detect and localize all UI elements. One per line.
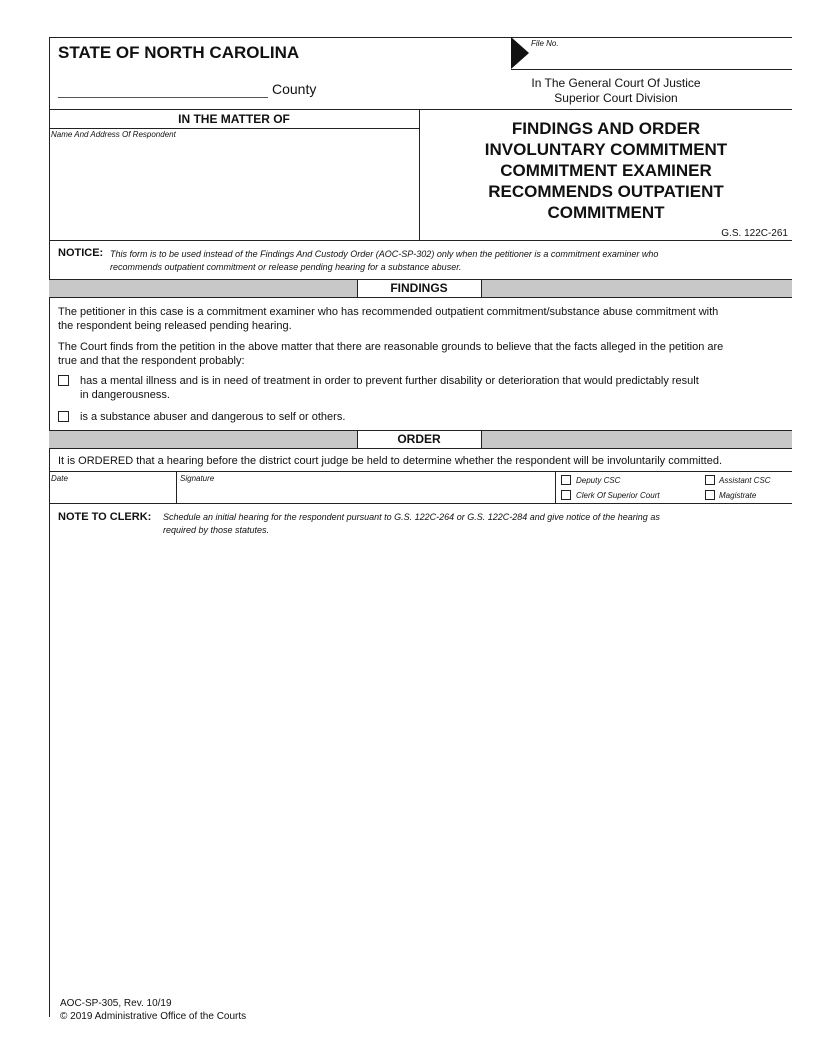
assistant-csc-label: Assistant CSC xyxy=(719,476,771,485)
findings-bar-bottom xyxy=(49,297,792,298)
findings-bar-right xyxy=(481,279,792,297)
signature-divider xyxy=(555,471,556,503)
form-left-border xyxy=(49,37,50,1017)
option2-text: is a substance abuser and dangerous to self or others. xyxy=(80,411,346,423)
deputy-csc-label: Deputy CSC xyxy=(576,476,621,485)
signature-label: Signature xyxy=(180,474,215,483)
option1-line2: in dangerousness. xyxy=(80,389,170,401)
title-line-1: FINDINGS AND ORDER xyxy=(511,119,701,138)
order-bar-left xyxy=(49,430,357,448)
statute-reference: G.S. 122C-261 xyxy=(721,228,788,239)
signature-row-top xyxy=(49,471,792,472)
clerk-label: Clerk Of Superior Court xyxy=(576,491,660,500)
respondent-field[interactable] xyxy=(52,142,416,237)
date-label: Date xyxy=(51,474,68,483)
court-name xyxy=(511,76,721,106)
notice-line1: This form is to be used instead of the Findings And Custody Order (AOC-SP-302) only when the petitioner is a commitment examiner who xyxy=(110,249,659,259)
order-bar-top xyxy=(49,430,792,431)
note-line1: Schedule an initial hearing for the respondent pursuant to G.S. 122C-264 or G.S. 122C-284 and give notice of the hearing as xyxy=(163,512,660,522)
title-line-4: RECOMMENDS OUTPATIENT xyxy=(488,182,724,201)
form-id: AOC-SP-305, Rev. 10/19 xyxy=(60,998,172,1009)
signature-row-bottom xyxy=(49,503,792,504)
file-no-arrow-icon xyxy=(511,37,531,71)
signature-field[interactable] xyxy=(180,484,550,501)
findings-heading: FINDINGS xyxy=(390,281,448,295)
respondent-label: Name And Address Of Respondent xyxy=(51,130,176,139)
findings-para2-line1: The Court finds from the petition in the above matter that there are reasonable grounds to believe that the facts alleged in the petition are xyxy=(58,341,724,353)
findings-para1-line1: The petitioner in this case is a commitment examiner who has recommended outpatient commitment/substance abuse commitment with xyxy=(58,306,719,318)
findings-bar-top xyxy=(49,279,792,280)
magistrate-checkbox[interactable] xyxy=(705,490,715,500)
note-label: NOTE TO CLERK: xyxy=(58,511,152,523)
order-bar-bottom xyxy=(49,448,792,449)
note-line2: required by those statutes. xyxy=(163,525,270,535)
title-line-2: INVOLUNTARY COMMITMENT xyxy=(484,140,728,159)
notice-top-line xyxy=(49,240,792,241)
county-blank[interactable] xyxy=(58,97,268,98)
title-line-3: COMMITMENT EXAMINER xyxy=(500,161,712,180)
date-field[interactable] xyxy=(52,484,172,501)
order-bar-right xyxy=(481,430,792,448)
notice-label: NOTICE: xyxy=(58,247,104,259)
option1-line1: has a mental illness and is in need of treatment in order to prevent further disability or deterioration that would predictably result xyxy=(80,375,699,387)
court-line2: Superior Court Division xyxy=(554,91,678,105)
copyright: © 2019 Administrative Office of the Courts xyxy=(60,1011,247,1022)
notice-text xyxy=(110,248,658,260)
mental-illness-checkbox[interactable] xyxy=(58,375,69,386)
order-text: It is ORDERED that a hearing before the district court judge be held to determine whether the respondent will be involuntarily committed. xyxy=(58,455,723,467)
matter-heading: IN THE MATTER OF xyxy=(178,112,290,126)
findings-bar-divider-right xyxy=(481,279,482,297)
notice-line2: recommends outpatient commitment or release pending hearing for a substance abuser. xyxy=(110,262,462,272)
clerk-checkbox[interactable] xyxy=(561,490,571,500)
header-divider xyxy=(49,109,792,110)
findings-para1-line2: the respondent being released pending hearing. xyxy=(58,320,292,332)
substance-abuser-checkbox[interactable] xyxy=(58,411,69,422)
findings-para2-line2: true and that the respondent probably: xyxy=(58,355,245,367)
order-bar-divider-right xyxy=(481,430,482,448)
order-heading: ORDER xyxy=(397,432,441,446)
magistrate-label: Magistrate xyxy=(719,491,757,500)
title-line-5: COMMITMENT xyxy=(547,203,665,222)
date-divider xyxy=(176,471,177,503)
matter-heading-line xyxy=(49,128,419,129)
county-label: County xyxy=(272,81,317,97)
file-no-line[interactable] xyxy=(511,69,792,70)
file-no-label: File No. xyxy=(531,39,559,48)
findings-bar-left xyxy=(49,279,357,297)
deputy-csc-checkbox[interactable] xyxy=(561,475,571,485)
state-heading: STATE OF NORTH CAROLINA xyxy=(58,43,300,62)
form-title xyxy=(420,118,792,223)
court-line1: In The General Court Of Justice xyxy=(531,76,701,90)
form-top-border xyxy=(49,37,792,38)
assistant-csc-checkbox[interactable] xyxy=(705,475,715,485)
